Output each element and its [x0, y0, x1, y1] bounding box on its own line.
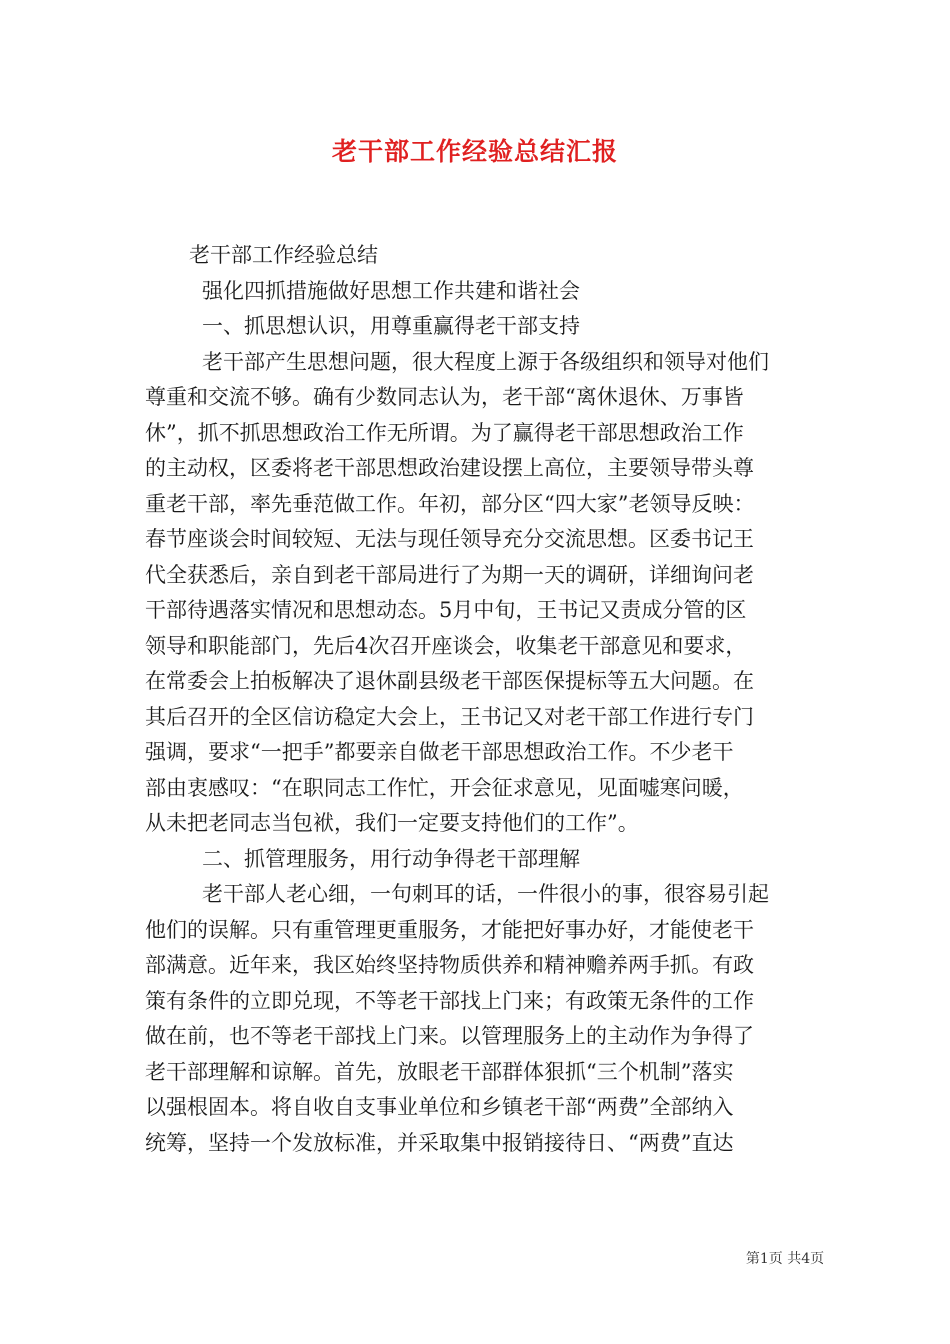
- paragraph-line: 统筹，坚持一个发放标准，并采取集中报销接待日、“两费”直达: [145, 1130, 734, 1155]
- page-number: 第1页 共4页: [745, 1251, 825, 1267]
- doc-subtitle: 老干部工作经验总结: [189, 243, 378, 267]
- paragraph-line: 重老干部，率先垂范做工作。年初，部分区“四大家”老领导反映：: [145, 491, 755, 516]
- document-body: [145, 238, 813, 1161]
- paragraph-line: 春节座谈会时间较短、无法与现任领导充分交流思想。区委书记王: [145, 527, 754, 551]
- paragraph-line: 休”，抓不抓思想政治工作无所谓。为了赢得老干部思想政治工作: [145, 420, 744, 445]
- paragraph-line: 部满意。近年来，我区始终坚持物质供养和精神赡养两手抓。有政: [145, 953, 754, 977]
- paragraph-line: 尊重和交流不够。确有少数同志认为，老干部“离休退休、万事皆: [145, 385, 744, 409]
- section-heading: 一、抓思想认识，用尊重赢得老干部支持: [202, 314, 580, 338]
- paragraph-line: 领导和职能部门，先后4次召开座谈会，收集老干部意见和要求，: [145, 633, 747, 658]
- paragraph-line: 他们的误解。只有重管理更重服务，才能把好事办好，才能使老干: [145, 917, 754, 942]
- paragraph-line: 以强根固本。将自收自支事业单位和乡镇老干部“两费”全部纳入: [145, 1095, 734, 1119]
- paragraph-line: 强调，要求“一把手”都要亲自做老干部思想政治工作。不少老干: [145, 740, 734, 764]
- page-title: 老干部工作经验总结汇报: [331, 137, 618, 166]
- paragraph-line: 从未把老同志当包袱，我们一定要支持他们的工作”。: [145, 811, 639, 835]
- paragraph-line: 策有条件的立即兑现，不等老干部找上门来；有政策无条件的工作: [145, 988, 754, 1013]
- section-heading: 二、抓管理服务，用行动争得老干部理解: [202, 846, 580, 871]
- paragraph-line: 老干部产生思想问题，很大程度上源于各级组织和领导对他们: [202, 349, 769, 374]
- paragraph-line: 的主动权，区委将老干部思想政治建设摆上高位，主要领导带头尊: [145, 456, 754, 480]
- page-footer: [0, 1248, 950, 1268]
- paragraph-line: 部由衷感叹：“在职同志工作忙，开会征求意见，见面嘘寒问暖，: [145, 775, 744, 800]
- doc-heading: 强化四抓措施做好思想工作共建和谐社会: [202, 278, 580, 303]
- paragraph-line: 做在前，也不等老干部找上门来。以管理服务上的主动作为争得了: [145, 1024, 754, 1048]
- paragraph-line: 干部待遇落实情况和思想动态。5月中旬，王书记又责成分管的区: [145, 598, 747, 622]
- paragraph-line: 老干部理解和谅解。首先，放眼老干部群体狠抓“三个机制”落实: [145, 1059, 734, 1084]
- paragraph-line: 其后召开的全区信访稳定大会上，王书记又对老干部工作进行专门: [145, 704, 754, 729]
- paragraph-line: 在常委会上拍板解决了退休副县级老干部医保提标等五大问题。在: [145, 669, 754, 693]
- paragraph-line: 老干部人老心细，一句刺耳的话，一件很小的事，很容易引起: [202, 882, 769, 906]
- paragraph-line: 代全获悉后，亲自到老干部局进行了为期一天的调研，详细询问老: [145, 562, 754, 587]
